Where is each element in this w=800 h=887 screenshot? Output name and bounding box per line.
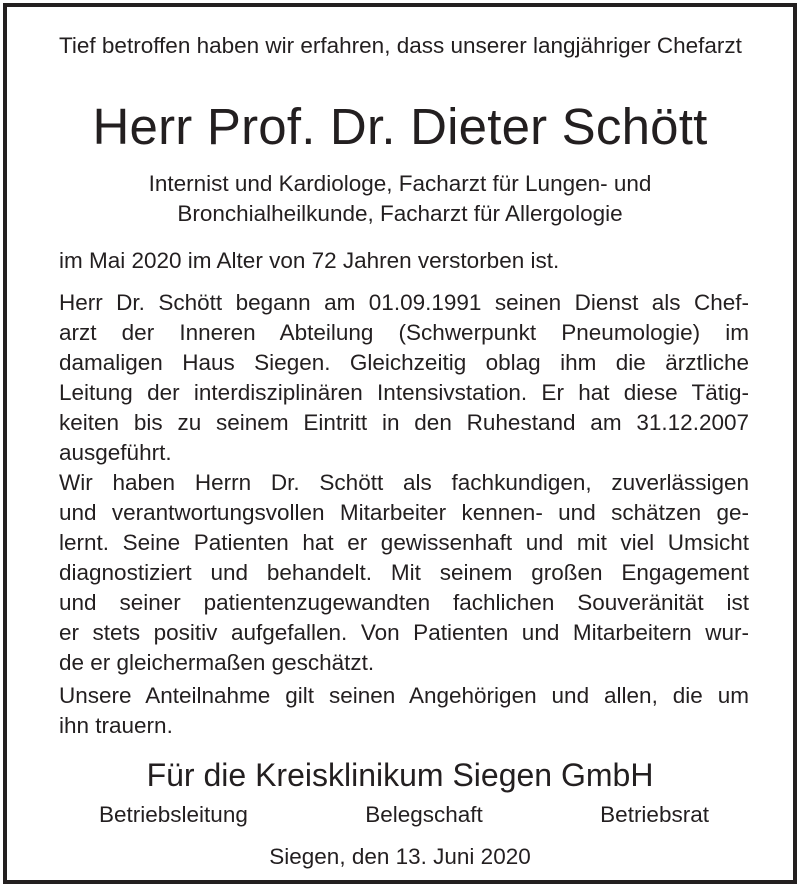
career-line: damaligen Haus Siegen. Gleichzeitig oblag ihm die ärztliche: [59, 350, 749, 375]
tribute-line: und verantwortungsvollen Mitarbeiter kennen- und schätzen ge-: [59, 500, 749, 525]
specialty-text: [7, 169, 793, 229]
tribute-line: lernt. Seine Patienten hat er gewissenhaft und mit viel Umsicht: [59, 530, 749, 555]
deceased-name: Herr Prof. Dr. Dieter Schött: [92, 98, 708, 155]
organization-name: Für die Kreisklinikum Siegen GmbH: [146, 757, 654, 793]
death-statement: im Mai 2020 im Alter von 72 Jahren verstorben ist.: [59, 248, 560, 273]
career-line: keiten bis zu seinem Eintritt in den Ruhestand am 31.12.2007: [59, 410, 749, 435]
tribute-line: de er gleichermaßen geschätzt.: [59, 650, 375, 675]
signers-row: [99, 800, 709, 830]
signer-staff: Belegschaft: [365, 802, 483, 827]
intro-text: Tief betroffen haben wir erfahren, dass unserer langjähriger Chefarzt: [59, 33, 742, 58]
obituary-frame: [3, 3, 797, 884]
career-line: Herr Dr. Schött begann am 01.09.1991 seinen Dienst als Chef-: [59, 290, 749, 315]
tribute-line: er stets positiv aufgefallen. Von Patienten und Mitarbeitern wur-: [59, 620, 749, 645]
career-line: arzt der Inneren Abteilung (Schwerpunkt Pneumologie) im: [59, 320, 749, 345]
sympathy-text: [59, 681, 749, 741]
sympathy-line: Unsere Anteilnahme gilt seinen Angehörigen und allen, die um: [59, 683, 749, 708]
career-line: Leitung der interdisziplinären Intensivstation. Er hat diese Tätig-: [59, 380, 749, 405]
tribute-line: Wir haben Herrn Dr. Schött als fachkundigen, zuverlässigen: [59, 470, 749, 495]
tribute-line: und seiner patientenzugewandten fachlichen Souveränität ist: [59, 590, 749, 615]
career-and-tribute: [59, 288, 749, 678]
signer-management: Betriebsleitung: [99, 802, 248, 827]
specialty-line: Internist und Kardiologe, Facharzt für Lungen- und: [148, 171, 652, 196]
sympathy-line: ihn trauern.: [59, 713, 173, 738]
place-and-date: Siegen, den 13. Juni 2020: [269, 844, 531, 869]
career-line: ausgeführt.: [59, 440, 172, 465]
specialty-line: Bronchialheilkunde, Facharzt für Allergologie: [177, 201, 623, 226]
tribute-line: diagnostiziert und behandelt. Mit seinem großen Engagement: [59, 560, 749, 585]
signer-works-council: Betriebsrat: [600, 802, 709, 827]
